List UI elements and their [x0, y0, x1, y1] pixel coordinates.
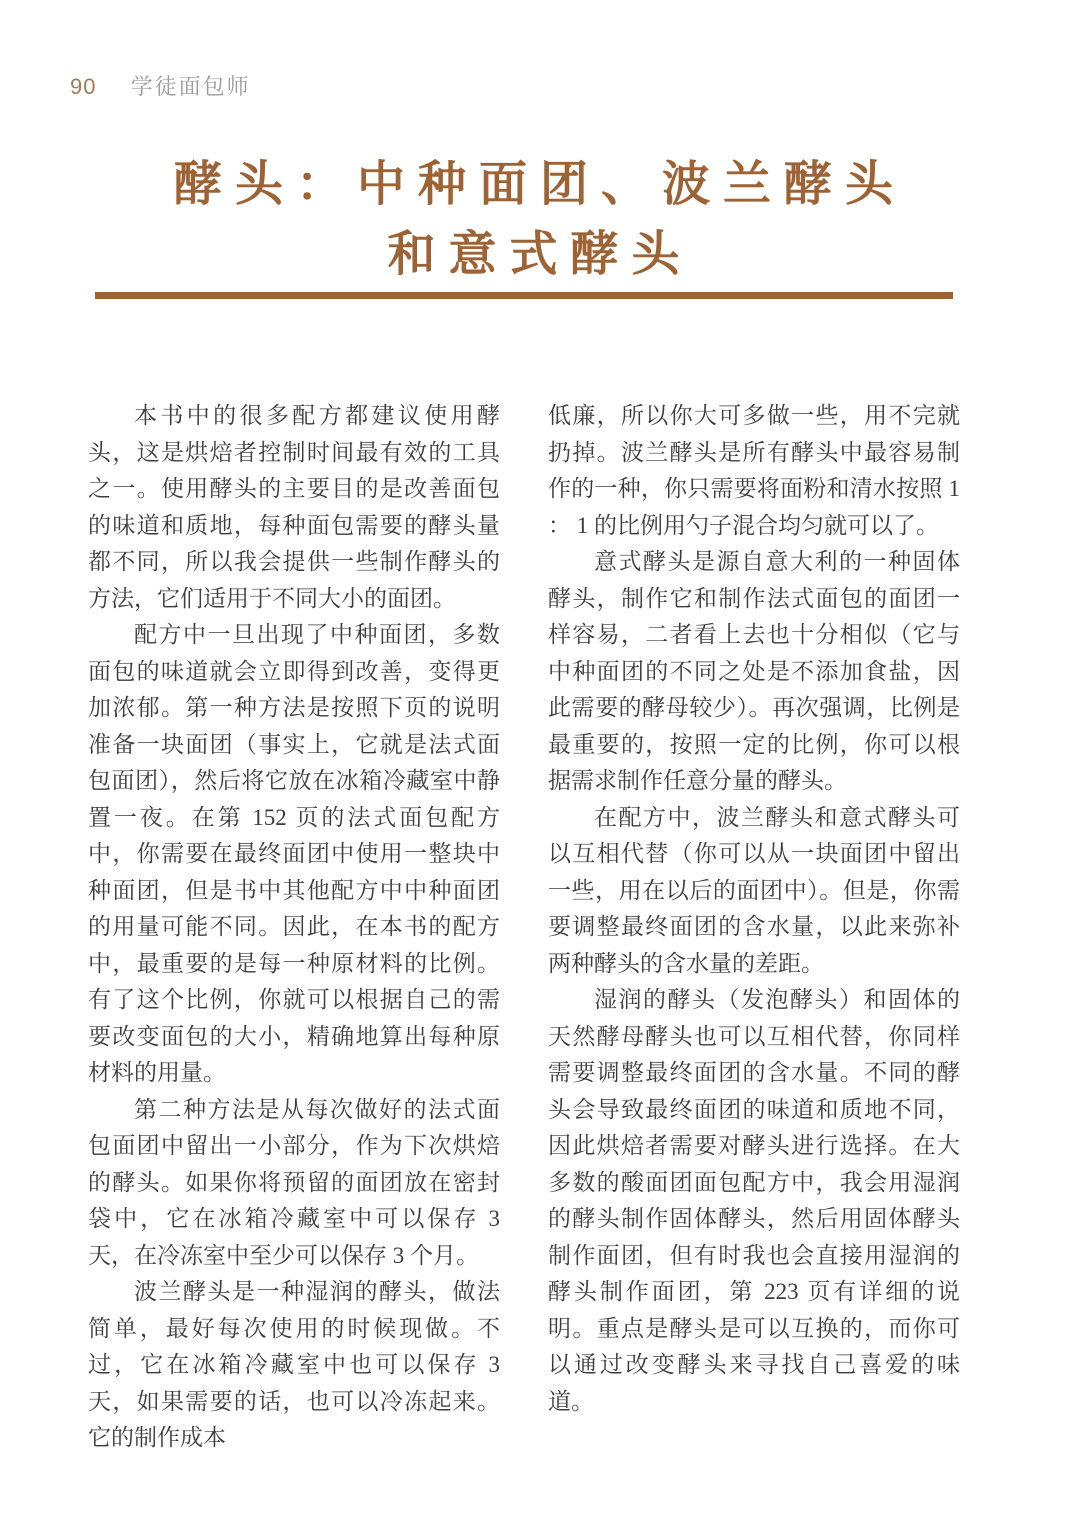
left-paragraph-3: 第二种方法是从每次做好的法式面包面团中留出一小部分，作为下次烘焙的酵头。如果你将预留的面团放在密封袋中，它在冰箱冷藏室中可以保存 3 天，在冷冻室中至少可以保存 3 个月。 [88, 1096, 500, 1268]
left-column [88, 398, 500, 1457]
left-paragraph-4: 波兰酵头是一种湿润的酵头，做法简单，最好每次使用的时候现做。不过，它在冰箱冷藏室中也可以保存 3 天，如果需要的话，也可以冷冻起来。它的制作成本 [88, 1279, 500, 1450]
chapter-title-line-1: 酵头：中种面团、波兰酵头 [173, 158, 906, 211]
right-paragraph-continuation: 低廉，所以你大可多做一些，用不完就扔掉。波兰酵头是所有酵头中最容易制作的一种，你只需要将面粉和清水按照 1 ： 1 的比例用勺子混合均匀就可以了。 [548, 403, 960, 538]
running-header [70, 70, 251, 101]
right-paragraph-3: 在配方中，波兰酵头和意式酵头可以互相代替（你可以从一块面团中留出一些，用在以后的面团中）。但是，你需要调整最终面团的含水量，以此来弥补两种酵头的含水量的差距。 [548, 804, 960, 976]
title-divider-rule [95, 292, 953, 299]
right-paragraph-2: 意式酵头是源自意大利的一种固体酵头，制作它和制作法式面包的面团一样容易，二者看上去也十分相似（它与中种面团的不同之处是不添加食盐，因此需要的酵母较少）。再次强调，比例是最重要的，按照一定的比例，你可以根据需求制作任意分量的酵头。 [548, 549, 960, 793]
left-paragraph-1: 本书中的很多配方都建议使用酵头，这是烘焙者控制时间最有效的工具之一。使用酵头的主要目的是改善面包的味道和质地，每种面包需要的酵头量都不同，所以我会提供一些制作酵头的方法，它们适用于不同大小的面团。 [88, 403, 500, 611]
body-columns [88, 398, 960, 1457]
right-column [548, 398, 960, 1457]
running-head-book-title: 学徒面包师 [130, 74, 251, 99]
page-number: 90 [70, 74, 97, 99]
chapter-title-line-2: 和意式酵头 [387, 228, 693, 281]
left-paragraph-2: 配方中一旦出现了中种面团，多数面包的味道就会立即得到改善，变得更加浓郁。第一种方法是按照下页的说明准备一块面团（事实上，它就是法式面包面团），然后将它放在冰箱冷藏室中静置一夜。在第 152 页的法式面包配方中，你需要在最终面团中使用一整块中种面团，但是书中其他配方中中种面团的用量可能不同。因此，在本书的配方中，最重要的是每一种原材料的比例。有了这个比例，你就可以根据自己的需要改变面包的大小，精确地算出每种原材料的用量。 [88, 622, 500, 1085]
chapter-title [60, 150, 1020, 290]
right-paragraph-4: 湿润的酵头（发泡酵头）和固体的天然酵母酵头也可以互相代替，你同样需要调整最终面团的含水量。不同的酵头会导致最终面团的味道和质地不同，因此烘焙者需要对酵头进行选择。在大多数的酸面团面包配方中，我会用湿润的酵头制作固体酵头，然后用固体酵头制作面团，但有时我也会直接用湿润的酵头制作面团，第 223 页有详细的说明。重点是酵头是可以互换的，而你可以通过改变酵头来寻找自己喜爱的味道。 [548, 987, 960, 1414]
